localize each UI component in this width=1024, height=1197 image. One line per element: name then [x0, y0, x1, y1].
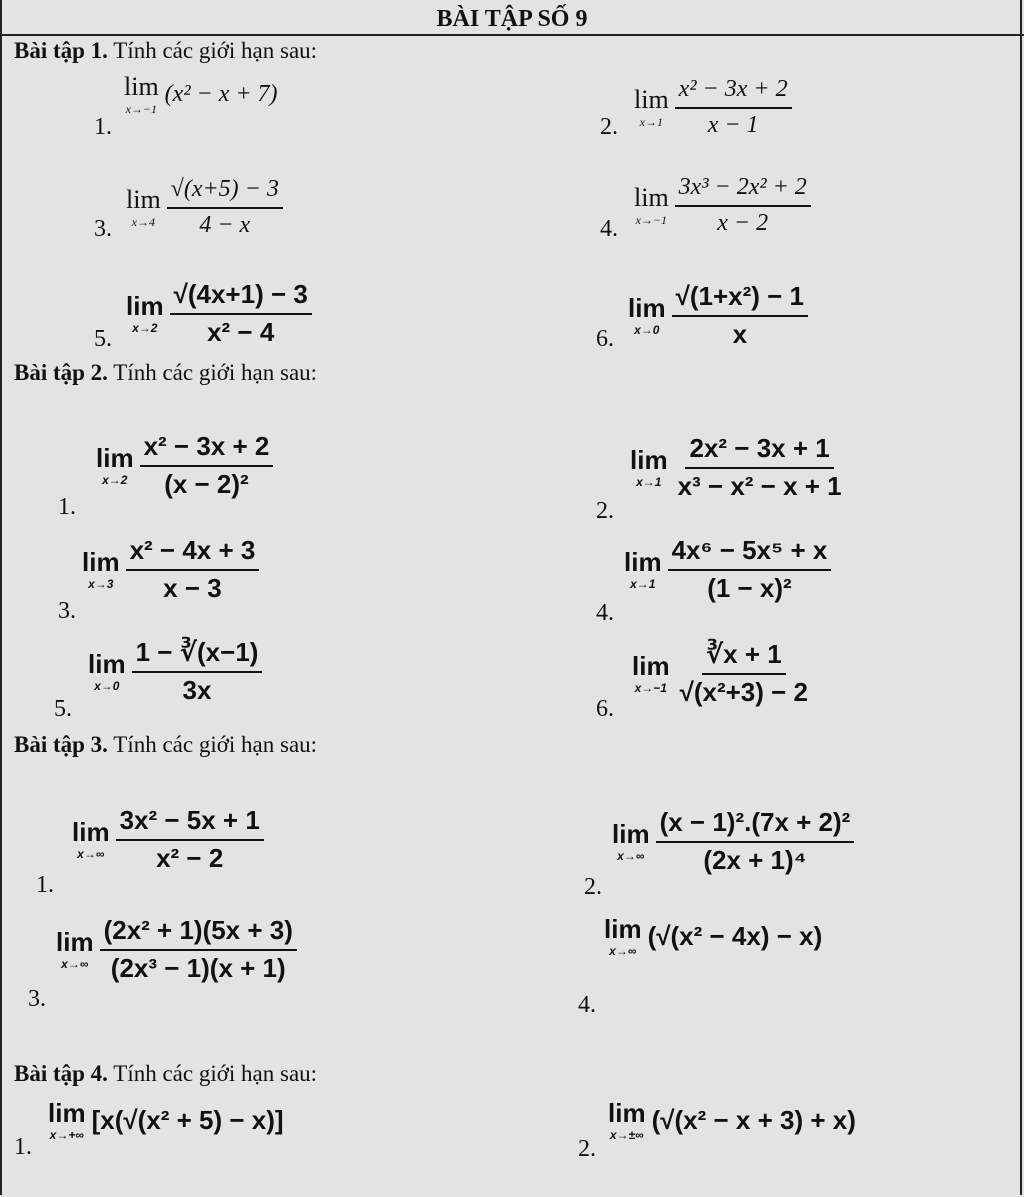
section-heading-2 [14, 360, 317, 386]
lim-subscript: x→±∞ [609, 1128, 644, 1142]
lim-subscript: x→∞ [609, 944, 637, 958]
limit-expression [628, 282, 808, 350]
denominator: x² − 4 [207, 316, 275, 347]
limit-expression [634, 174, 811, 237]
problem-number: 2. [578, 1136, 596, 1162]
numerator: 3x³ − 2x² + 2 [675, 174, 811, 207]
lim-word: lim [96, 443, 134, 474]
lim-word: lim [72, 817, 110, 848]
lim-subscript: x→1 [630, 577, 656, 592]
section-label: Bài tập 4. [14, 1061, 108, 1086]
denominator: x − 3 [163, 572, 222, 603]
denominator: √(x²+3) − 2 [679, 676, 809, 707]
limit-expression [88, 638, 262, 706]
lim-word: lim [126, 291, 164, 322]
section-heading-1 [14, 38, 317, 64]
lim-subscript: x→2 [102, 473, 128, 488]
numerator: 1 − ∛(x−1) [132, 638, 263, 673]
problem-number: 4. [600, 216, 618, 242]
lim-word: lim [56, 927, 94, 958]
numerator: ∛x + 1 [702, 640, 786, 675]
lim-subscript: x→0 [94, 679, 120, 694]
problem-number: 2. [600, 114, 618, 140]
limit-expression [612, 808, 854, 876]
lim-word: lim [624, 547, 662, 578]
lim-word: lim [628, 293, 666, 324]
problem-number: 3. [94, 216, 112, 242]
limit-expression [48, 1100, 284, 1141]
numerator: √(1+x²) − 1 [672, 282, 808, 317]
section-text: Tính các giới hạn sau: [107, 1061, 318, 1086]
lim-subscript: x→∞ [61, 957, 89, 972]
lim-subscript: x→−1 [634, 681, 667, 696]
limit-expression [632, 640, 812, 708]
problem-number: 2. [596, 498, 614, 524]
expression-body: [x(√(x² + 5) − x)] [91, 1105, 284, 1135]
numerator: x² − 3x + 2 [140, 432, 274, 467]
lim-word: lim [48, 1098, 86, 1128]
lim-word: lim [630, 445, 668, 476]
lim-word: lim [608, 1098, 646, 1128]
lim-subscript: x→−1 [125, 102, 158, 116]
limit-expression [608, 1100, 856, 1141]
numerator: x² − 3x + 2 [675, 76, 792, 109]
problem-number: 3. [58, 598, 76, 624]
denominator: x − 1 [707, 111, 759, 138]
lim-word: lim [604, 914, 642, 944]
problem-number: 2. [584, 874, 602, 900]
section-label: Bài tập 3. [14, 732, 108, 757]
lim-word: lim [632, 651, 670, 682]
limit-expression [126, 280, 312, 348]
numerator: 2x² − 3x + 1 [685, 434, 833, 469]
numerator: √(4x+1) − 3 [170, 280, 312, 315]
limit-expression [604, 916, 822, 957]
limit-expression [96, 432, 273, 500]
expression-body: (√(x² − x + 3) + x) [651, 1105, 856, 1135]
problem-number: 4. [596, 600, 614, 626]
limit-expression [72, 806, 264, 874]
lim-word: lim [88, 649, 126, 680]
denominator: (1 − x)² [707, 572, 792, 603]
limit-expression [630, 434, 846, 502]
lim-subscript: x→0 [634, 323, 660, 338]
denominator: x³ − x² − x + 1 [677, 470, 842, 501]
section-heading-4 [14, 1061, 317, 1087]
denominator: x − 2 [717, 209, 769, 236]
expression-body: (x² − x + 7) [164, 81, 278, 107]
lim-word: lim [82, 547, 120, 578]
limit-expression [82, 536, 259, 604]
numerator: 4x⁶ − 5x⁵ + x [668, 536, 832, 571]
numerator: √(x+5) − 3 [167, 176, 283, 209]
lim-subscript: x→2 [132, 321, 158, 336]
problem-number: 6. [596, 696, 614, 722]
lim-subscript: x→+∞ [49, 1128, 84, 1142]
section-text: Tính các giới hạn sau: [107, 38, 318, 63]
lim-word: lim [634, 85, 669, 115]
numerator: x² − 4x + 3 [126, 536, 260, 571]
lim-subscript: x→4 [131, 215, 155, 230]
numerator: 3x² − 5x + 1 [116, 806, 264, 841]
denominator: (2x³ − 1)(x + 1) [110, 952, 286, 983]
lim-subscript: x→1 [636, 475, 662, 490]
lim-word: lim [124, 72, 159, 101]
denominator: (x − 2)² [164, 468, 249, 499]
denominator: 3x [182, 674, 212, 705]
denominator: x² − 2 [156, 842, 224, 873]
lim-subscript: x→3 [88, 577, 114, 592]
limit-expression [624, 536, 831, 604]
expression-body: (√(x² − 4x) − x) [647, 921, 823, 951]
lim-subscript: x→∞ [617, 849, 645, 864]
denominator: (2x + 1)⁴ [703, 844, 807, 875]
lim-word: lim [612, 819, 650, 850]
page-title: BÀI TẬP SỐ 9 [0, 4, 1024, 36]
problem-number: 6. [596, 326, 614, 352]
lim-word: lim [126, 185, 161, 215]
section-label: Bài tập 2. [14, 360, 108, 385]
problem-number: 1. [36, 872, 54, 898]
problem-number: 4. [578, 992, 596, 1018]
problem-number: 5. [94, 326, 112, 352]
lim-subscript: x→∞ [77, 847, 105, 862]
limit-expression [126, 176, 283, 239]
problem-number: 1. [14, 1134, 32, 1160]
problem-number: 1. [58, 494, 76, 520]
problem-number: 1. [94, 114, 112, 140]
limit-expression [124, 74, 278, 115]
numerator: (x − 1)².(7x + 2)² [656, 808, 855, 843]
denominator: x [732, 318, 748, 349]
lim-word: lim [634, 183, 669, 213]
numerator: (2x² + 1)(5x + 3) [100, 916, 297, 951]
problem-number: 3. [28, 986, 46, 1012]
limit-expression [634, 76, 792, 139]
section-heading-3 [14, 732, 317, 758]
lim-subscript: x→1 [639, 115, 663, 130]
section-text: Tính các giới hạn sau: [107, 732, 318, 757]
limit-expression [56, 916, 297, 984]
lim-subscript: x→−1 [635, 213, 668, 228]
section-label: Bài tập 1. [14, 38, 108, 63]
section-text: Tính các giới hạn sau: [107, 360, 318, 385]
denominator: 4 − x [199, 211, 251, 238]
problem-number: 5. [54, 696, 72, 722]
